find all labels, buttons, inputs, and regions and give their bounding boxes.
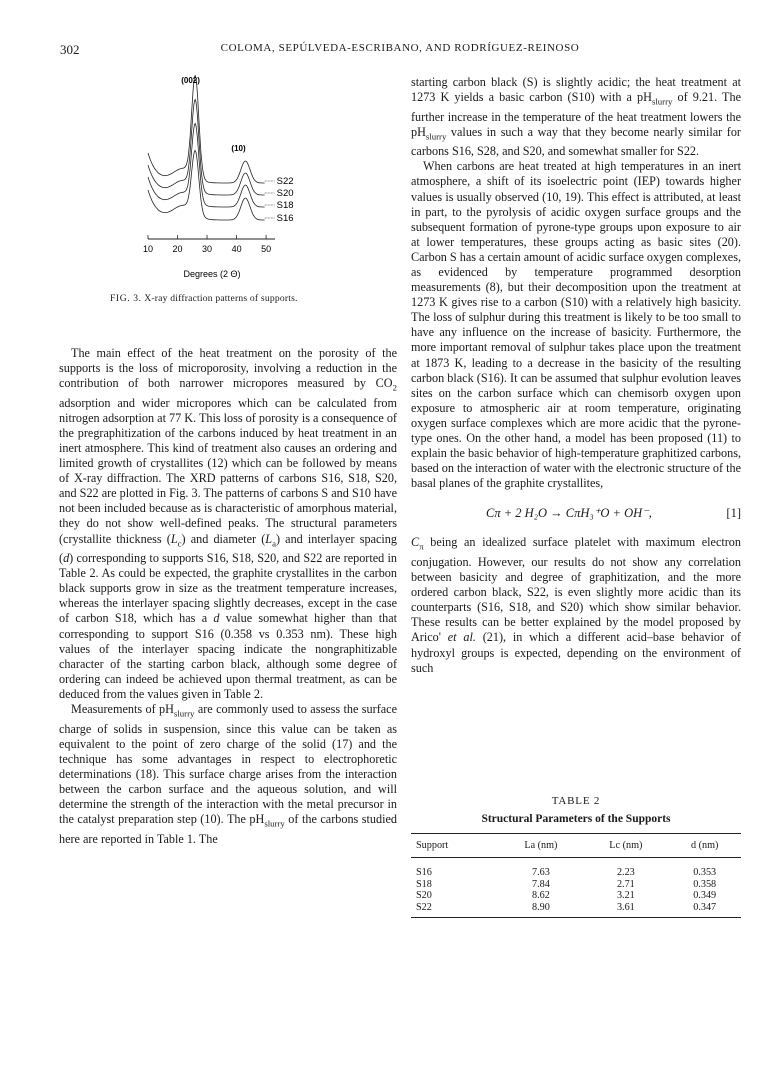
table-cell: 7.84 [532, 878, 550, 890]
x-tick-labels [143, 244, 271, 254]
table-header-cell: Support [411, 834, 498, 858]
figure-caption-text: X-ray diffraction patterns of supports. [144, 293, 298, 304]
table-cell: S20 [416, 890, 432, 901]
series-label-s16: S16 [276, 213, 294, 224]
table-header-row [411, 834, 741, 858]
peak-label-10: (10) [231, 144, 246, 153]
table-cell: 0.349 [693, 890, 717, 901]
x-ticks [148, 235, 266, 239]
figure-caption [110, 293, 298, 304]
x-axis-label: Degrees (2 Θ) [183, 269, 241, 279]
equation-1 [411, 504, 741, 525]
x-tick-label: 40 [231, 244, 242, 254]
paragraph-porosity: The main effect of the heat treatment on the porosity of the supports is the loss of microporosity, involving a reduction in the contribution of both narrower micropores measured by $CO_2$ adsorption and wider micropores which can be calculated from nitrogen adsorption at 77 K. This loss of porosity is a consequence of the pregraphitization of the carbons induced by heat treatment in an inert atmosphere. This kind of treatment also causes an ordering and limited growth of crystallites (12) which can be followed by means of X-ray diffraction. The XRD patterns of carbons S16, S18, S20, and S22 are plotted in Fig. 3. The patterns of carbons S and S10 have not been included because as is characteristic of amorphous material, they do not show well-defined peaks. The structural parameters (crystallite thickness $(L_c)$ and diameter $(L_a)$ and interlayer spacing (d) corresponding to supports S16, S18, S20, and S22 are reported in Table 2. As could be expected, the graphite crystallites in the carbon black supports grow in size as the treatment temperature increases, whereas the interlayer spacing slightly decreases, except in the case of carbon S18, which has a d value somewhat higher than that corresponding to support S16 (0.358 vs 0.353 nm). These high values of the interlayer spacing indicate the nongraphitizable character of the starting carbon black, although some degree of ordering can indeed be achieved upon thermal treatment, as can be deduced from the values given in Table 2. [59, 346, 398, 701]
table-cell: 2.71 [616, 878, 635, 890]
peak-label-002: (002) [181, 76, 200, 85]
paragraph-heat-treatment: When carbons are heat treated at high temperatures in an inert atmosphere, a shift of its isoelectric point (IEP) towards higher values is usually observed (10, 19). This effect is attributed, at least in part, to the pyrolysis of acidic oxygen surface groups and the subsequent formation of pyrone-type groups upon exposure to air at lower temperatures, these groups acting as basic sites (20). Carbon S has a certain amount of acidic surface oxygen complexes, as evidenced by temperature programmed desorption measurements (8), but their decomposition upon the treatment at 1273 K gives rise to a carbon (S10) with a relatively high basicity. The loss of sulphur during this treatment is likely to be too small to have any influence on the increase of basicity. Furthermore, the more important removal of sulphur takes place upon the treatment at 1873 K, leading to a decrease in the basicity of the resulting carbon black (S16). It can be assumed that sulphur evolution leaves sites on the carbon surface which can chemisorb oxygen upon exposure to atmospheric air at room temperature, originating oxygen surface complexes which are more acidic that the pyrone-type ones. On the other hand, a model has been proposed (11) to explain the basic behavior of high-temperature graphitized carbons, based on the interaction of water with the electronic structure of the basal planes of the graphite crystallites, [411, 159, 741, 491]
table-header-cell: d (nm) [668, 834, 741, 858]
table-cell: 3.61 [583, 902, 668, 918]
table-cell: S22 [411, 902, 498, 918]
table-row [411, 890, 741, 902]
table-cell: 2.23 [616, 867, 635, 878]
table-row [411, 879, 741, 891]
series-label-s20: S20 [276, 188, 294, 199]
xrd-curve-s18 [148, 124, 265, 208]
table-cell: 3.21 [616, 890, 635, 901]
paragraph-conjugation: $C_\pi$ being an idealized surface platelet with maximum electron conjugation. However, our results do not show any correlation between basicity and degree of graphitization, and the more ordered carbon black, S22, is even slightly more acidic than its counterparts (S16, S18, and S20) which show similar behavior. These results can be better explained by the model proposed by Arico' et al. (21), in which a different acid–base behavior of hydroxyl groups is expected, depending on the environment of such [411, 535, 741, 675]
equation-number: [1] [726, 506, 741, 521]
x-tick-label: 20 [172, 244, 183, 254]
x-tick-label: 30 [202, 244, 213, 254]
series-labels [277, 176, 294, 224]
table-cell: S18 [416, 878, 432, 890]
table-header-cell: Lc (nm) [583, 834, 668, 858]
xrd-curve-s16 [148, 151, 265, 221]
left-column [59, 346, 397, 847]
paragraph-ph-slurry: Measurements of $pH_{slurry}$ are commonly used to assess the surface charge of solids in suspension, since this value can be taken as equivalent to the point of zero charge of the solid (17) and the technique has some advantages in respect to electrophoretic determinations (18). This surface charge arises from the interaction between the carbon surface and the aqueous solution, and will determine the strength of the interaction with the metal precursor in the catalyst preparation step (10). The $pH_{slurry}$ of the carbons studied here are reported in Table 1. The [59, 702, 397, 846]
table-title: TABLE 2 [551, 795, 601, 807]
table-caption: Structural Parameters of the Supports [481, 813, 671, 825]
page-number: 302 [60, 42, 80, 57]
table-row [411, 858, 741, 879]
page-header [60, 42, 740, 58]
right-column [411, 75, 741, 676]
x-tick-label: 10 [142, 244, 154, 254]
table-cell: 0.358 [693, 878, 717, 890]
running-head: COLOMA, SEPÚLVEDA-ESCRIBANO, AND RODRÍGUEZ-REINOSO [220, 42, 580, 54]
table-cell: 8.90 [498, 902, 583, 918]
table-header-cell: La (nm) [498, 834, 583, 858]
equation-formula: Cπ + 2 H₂O → CπH₃⁺O + OH⁻, [486, 506, 652, 521]
table-cell: S16 [416, 867, 432, 878]
xrd-curve-s22 [148, 76, 265, 184]
structural-parameters-table [411, 833, 741, 918]
table-cell: 0.353 [693, 867, 717, 878]
series-label-s22: S22 [276, 176, 294, 187]
x-tick-label: 50 [261, 244, 272, 254]
xrd-curves [148, 76, 275, 221]
table-row [411, 902, 741, 918]
table-cell: 7.63 [532, 867, 550, 878]
xrd-chart [100, 75, 400, 295]
table-cell: 8.62 [532, 890, 550, 901]
table-cell: 0.347 [668, 902, 741, 918]
series-label-s18: S18 [276, 200, 294, 211]
figure-caption-label: FIG. 3. [110, 293, 142, 304]
paragraph-starting-carbon: starting carbon black (S) is slightly acidic; the heat treatment at 1273 K yields a basic carbon (S10) with a $pH_{slurry}$ of 9.21. The further increase in the temperature of the heat treatment lowers the $pH_{slurry}$ values in such a way that they become nearly similar for carbons S16, S28, and S20, and somewhat smaller for S22. [411, 75, 741, 159]
